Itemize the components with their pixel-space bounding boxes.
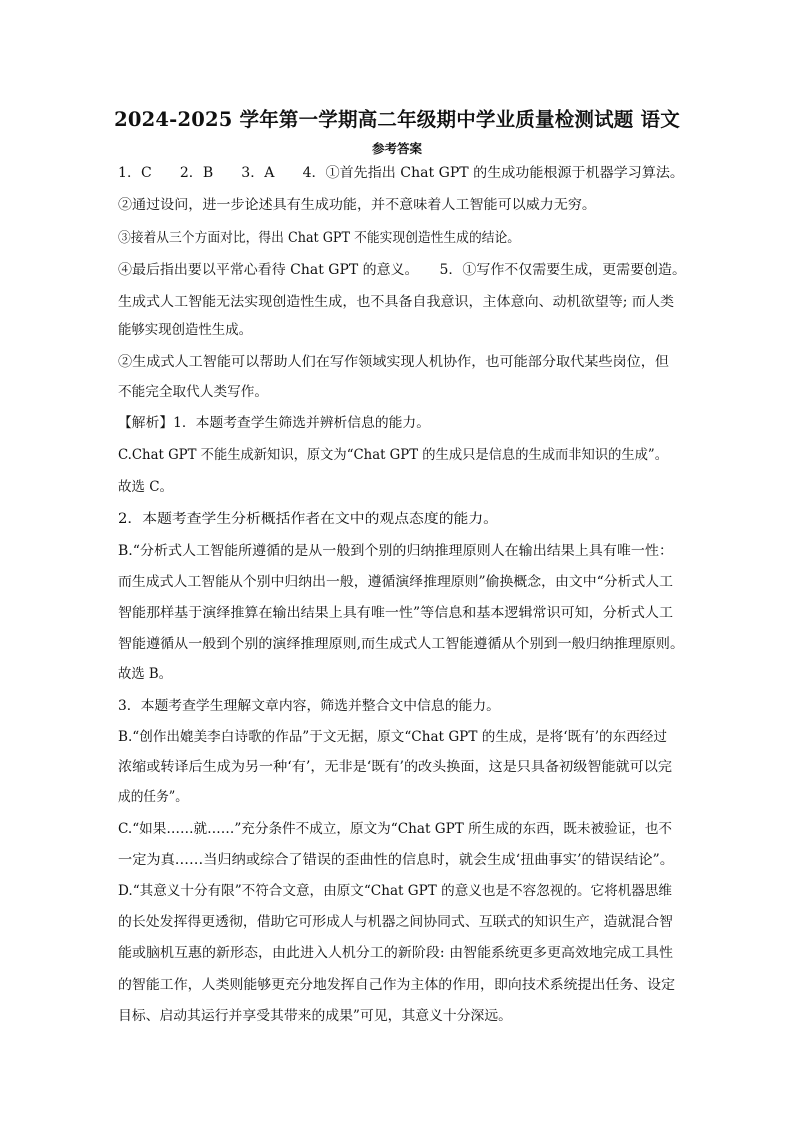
text-line: ②通过设问，进一步论述具有生成功能，并不意味着人工智能可以威力无穷。: [118, 197, 596, 213]
text-line: 故选 B。: [118, 666, 172, 682]
text-line: 3．本题考查学生理解文章内容，筛选并整合文中信息的能力。: [118, 698, 500, 714]
text-line: 【解析】1．本题考查学生筛选并辨析信息的能力。: [118, 415, 430, 431]
text-line: 2．本题考查学生分析概括作者在文中的观点态度的能力。: [118, 511, 499, 527]
text-line: 故选 C。: [118, 479, 173, 495]
text-line: 目标、启动其运行并享受其带来的成果”可见，其意义十分深远。: [118, 1008, 513, 1024]
text-line: 的长处发挥得更透彻，借助它可形成人与机器之间协同式、互联式的知识生产，造就混合智: [118, 914, 674, 930]
text-line: ③接着从三个方面对比，得出 Chat GPT 不能实现创造性生成的结论。: [118, 230, 520, 246]
text-line: 浓缩或转译后生成为另一种‘有’，无非是‘既有’的改头换面，这是只具备初级智能就可以完: [118, 759, 672, 775]
text-line: 能或脑机互惠的新形态，由此进入人机分工的新阶段: 由智能系统更多更高效地完成工具性: [118, 945, 674, 961]
text-line: 1．C 2．B 3．A 4．①首先指出 Chat GPT 的生成功能根源于机器学习算法。: [118, 165, 684, 181]
text-line: 成的任务”。: [118, 789, 188, 805]
text-line: 的智能工作，人类则能够更充分地发挥自己作为主体的作用，即向技术系统提出任务、设定: [118, 977, 676, 993]
text-line: 一定为真……当归纳或综合了错误的歪曲性的信息时，就会生成‘扭曲事实’的错误结论”。: [118, 852, 674, 868]
text-line: 能够实现创造性生成。: [118, 322, 252, 338]
text-line: 不能完全取代人类写作。: [118, 384, 268, 400]
text-line: ②生成式人工智能可以帮助人们在写作领域实现人机协作，也可能部分取代某些岗位，但: [118, 354, 669, 370]
text-line: ④最后指出要以平常心看待 Chat GPT 的意义。 5．①写作不仅需要生成，更需要创造。: [118, 262, 687, 278]
text-line: B.“创作出媲美李白诗歌的作品”于文无据，原文“Chat GPT 的生成，是将‘既有’的东西经过: [118, 729, 667, 745]
page-subtitle: 参考答案: [371, 141, 422, 156]
page-title: 2024-2025 学年第一学期高二年级期中学业质量检测试题 语文: [114, 108, 680, 131]
text-line: C.Chat GPT 不能生成新知识，原文为“Chat GPT 的生成只是信息的生成而非知识的生成”。: [118, 447, 668, 463]
text-line: 而生成式人工智能从个别中归纳出一般，遵循演绎推理原则”偷换概念，由文中“分析式人工: [118, 574, 673, 590]
text-line: 生成式人工智能无法实现创造性生成，也不具备自我意识，主体意向、动机欲望等; 而人类: [118, 294, 674, 310]
text-line: B.“分析式人工智能所遵循的是从一般到个别的归纳推理原则人在输出结果上具有唯一性：: [118, 543, 673, 559]
text-line: 智能遵循从一般到个别的演绎推理原则,而生成式人工智能遵循从个别到一般归纳推理原则。: [118, 636, 685, 652]
text-line: 智能那样基于演绎推算在输出结果上具有唯一性”等信息和基本逻辑常识可知，分析式人工: [118, 605, 673, 621]
text-line: C.“如果……就……”充分条件不成立，原文为“Chat GPT 所生成的东西，既未被验证，也不: [118, 821, 673, 837]
text-line: D.“其意义十分有限”不符合文意，由原文“Chat GPT 的意义也是不容忽视的。它将机器思维: [118, 883, 673, 899]
